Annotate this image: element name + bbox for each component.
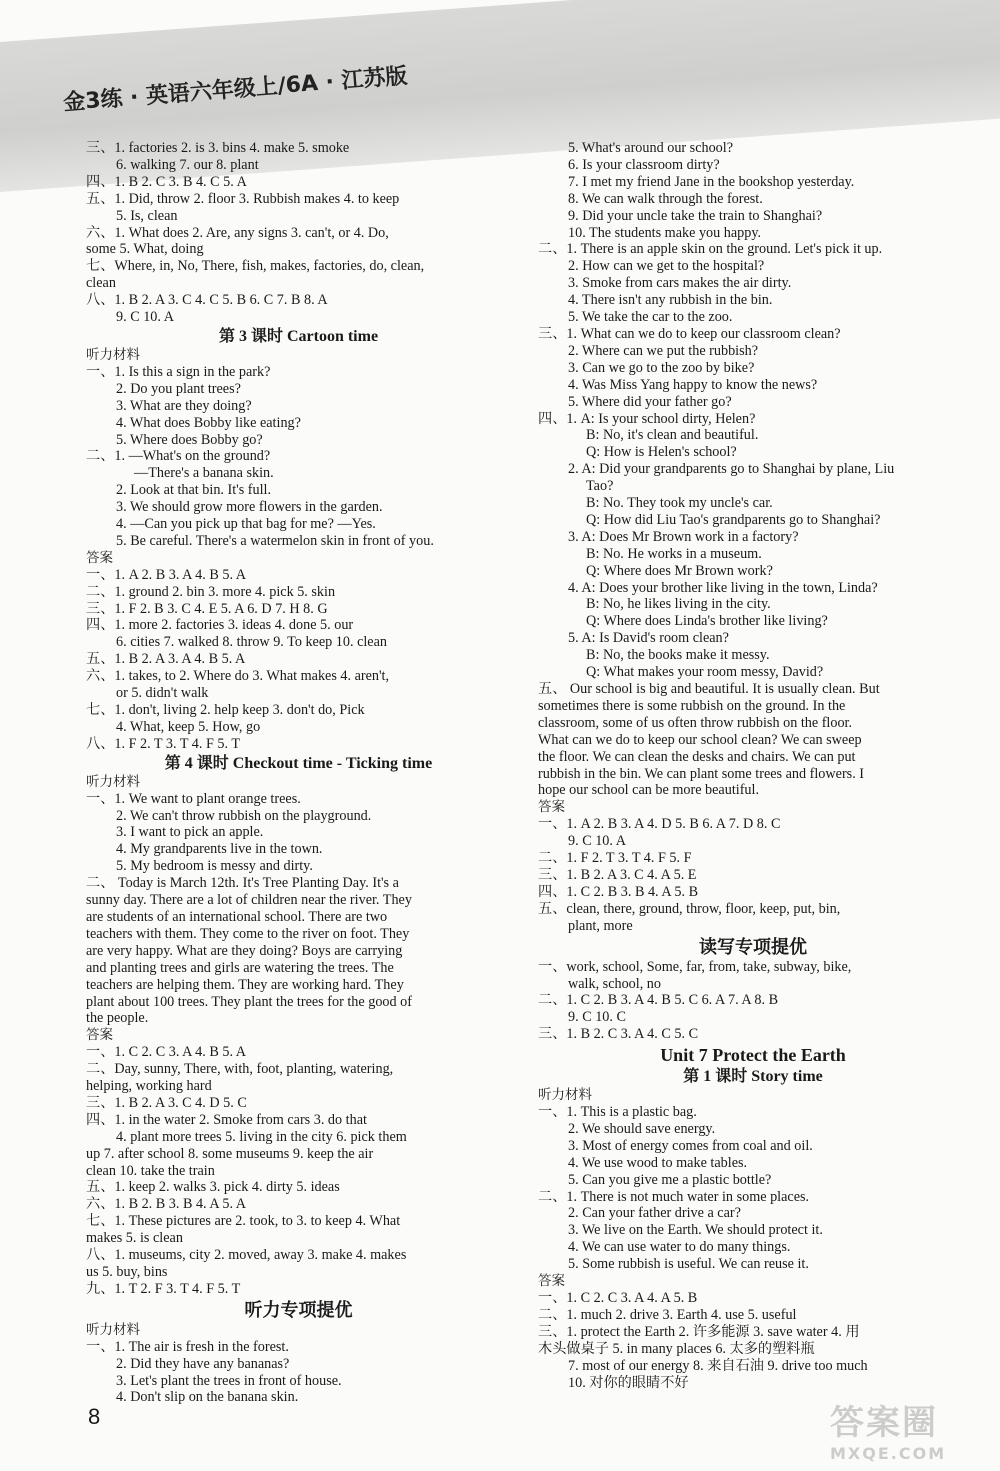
text-line: or 5. didn't walk (116, 685, 209, 702)
watermark-logo (830, 1395, 990, 1465)
text-line: 5. A: Is David's room clean? (568, 630, 729, 647)
text-line: 5. We take the car to the zoo. (568, 309, 733, 326)
text-line: 5. Where does Bobby go? (116, 431, 263, 448)
text-line: 10. 对你的眼睛不好 (568, 1374, 689, 1391)
text-line: Q: Where does Linda's brother like living? (586, 613, 828, 630)
text-line: 2. We can't throw rubbish on the playground. (116, 807, 372, 824)
text-line: 一、1. A 2. B 3. A 4. D 5. B 6. A 7. D 8. C (538, 816, 781, 833)
text-line: 4. —Can you pick up that bag for me? —Yes. (116, 516, 376, 533)
text-line: 3. I want to pick an apple. (116, 824, 264, 841)
text-line: 5. My bedroom is messy and dirty. (116, 858, 313, 875)
text-line: 3. What are they doing? (116, 397, 252, 414)
text-line: 三、1. B 2. C 3. A 4. C 5. C (538, 1026, 699, 1043)
section-heading: 读写专项提优 (699, 936, 807, 957)
text-line: 二、1. C 2. B 3. A 4. B 5. C 6. A 7. A 8. B (538, 992, 779, 1009)
text-line: teachers are helping them. They are working hard. They (86, 976, 404, 993)
text-line: B: No, he likes living in the city. (586, 596, 771, 613)
text-line: 二、1. ground 2. bin 3. more 4. pick 5. skin (86, 583, 336, 600)
text-line: B: No. They took my uncle's car. (586, 495, 773, 512)
text-line: 5. Where did your father go? (568, 393, 732, 410)
text-line: 4. We use wood to make tables. (568, 1154, 748, 1171)
section-heading: 第 4 课时 Checkout time - Ticking time (164, 754, 433, 772)
section-heading: 第 1 课时 Story time (683, 1068, 823, 1086)
text-line: 二、Day, sunny, There, with, foot, planting, watering, (86, 1061, 394, 1078)
text-line: 4. What, keep 5. How, go (116, 718, 261, 735)
text-line: 七、Where, in, No, There, fish, makes, factories, do, clean, (86, 258, 425, 275)
section-label: 听力材料 (86, 773, 140, 790)
text-line: Q: How is Helen's school? (586, 444, 737, 461)
text-line: 五、 Our school is big and beautiful. It is usually clean. But (538, 681, 880, 697)
text-line: 五、1. B 2. A 3. A 4. B 5. A (86, 651, 246, 668)
text-line: 3. We live on the Earth. We should protect it. (568, 1222, 823, 1239)
text-line: 六、1. B 2. B 3. B 4. A 5. A (86, 1196, 247, 1213)
text-line: 三、1. B 2. A 3. C 4. A 5. E (538, 866, 697, 883)
text-line: 5. Is, clean (116, 207, 178, 224)
section-label: 听力材料 (86, 1321, 140, 1338)
text-line: helping, working hard (86, 1078, 212, 1095)
text-line: 3. Can we go to the zoo by bike? (568, 359, 755, 376)
text-line: 9. C 10. A (568, 833, 626, 850)
text-line: 7. I met my friend Jane in the bookshop yesterday. (568, 173, 855, 190)
text-line: 3. Let's plant the trees in front of house. (116, 1372, 342, 1389)
text-line: sometimes there is some rubbish on the ground. In the (538, 697, 846, 714)
text-line: 7. most of our energy 8. 来自石油 9. drive too much (568, 1357, 868, 1374)
text-line: clean (86, 275, 116, 292)
text-line: Q: What makes your room messy, David? (586, 664, 824, 681)
text-line: and planting trees and girls are watering the trees. The (86, 959, 394, 976)
text-line: are students of an international school. There are two (86, 908, 388, 925)
text-line: What can we do to keep our school clean? We can sweep (538, 731, 862, 748)
text-line: 3. A: Does Mr Brown work in a factory? (568, 528, 799, 545)
text-line: 2. Do you plant trees? (116, 380, 241, 397)
text-line: 3. Smoke from cars makes the air dirty. (568, 275, 792, 292)
text-line: B: No, the books make it messy. (586, 647, 770, 664)
right-column (538, 140, 968, 1391)
text-line: 2. A: Did your grandparents go to Shanghai by plane, Liu (568, 461, 895, 478)
section-label: 答案 (538, 1273, 565, 1290)
text-line: 二、1. There is not much water in some places. (538, 1188, 810, 1205)
text-line: 4. There isn't any rubbish in the bin. (568, 292, 773, 309)
section-label: 答案 (86, 1027, 113, 1044)
text-line: 4. What does Bobby like eating? (116, 414, 301, 431)
text-line: 六、1. takes, to 2. Where do 3. What makes 4. aren't, (86, 668, 390, 685)
left-column (86, 140, 511, 1406)
text-line: 8. We can walk through the forest. (568, 190, 763, 207)
text-line: B: No, it's clean and beautiful. (586, 427, 759, 444)
text-line: clean 10. take the train (86, 1162, 215, 1179)
section-label: 答案 (86, 549, 113, 566)
text-line: 一、1. We want to plant orange trees. (86, 790, 301, 807)
text-line: 四、1. C 2. B 3. B 4. A 5. B (538, 883, 699, 900)
text-line: 10. The students make you happy. (568, 224, 762, 241)
text-line: 一、1. A 2. B 3. A 4. B 5. A (86, 566, 247, 583)
text-line: 6. Is your classroom dirty? (568, 156, 720, 173)
text-line: Tao? (586, 478, 614, 495)
text-line: 四、1. B 2. C 3. B 4. C 5. A (86, 173, 247, 190)
text-line: plant about 100 trees. They plant the trees for the good of (86, 993, 412, 1010)
text-line: 五、1. keep 2. walks 3. pick 4. dirty 5. ideas (86, 1179, 340, 1196)
text-line: 一、1. Is this a sign in the park? (86, 363, 271, 380)
text-line: 九、1. T 2. F 3. T 4. F 5. T (86, 1280, 241, 1297)
header-title: 金3练 · 英语六年级上/6A · 江苏版 (62, 63, 409, 116)
text-line: 一、1. C 2. C 3. A 4. A 5. B (538, 1290, 698, 1306)
text-line: 一、1. The air is fresh in the forest. (86, 1338, 289, 1355)
text-line: 二、1. There is an apple skin on the ground. Let's pick it up. (538, 241, 883, 258)
text-line: 4. Was Miss Yang happy to know the news? (568, 376, 818, 393)
watermark-subtext: MXQE.COM (830, 1444, 947, 1463)
text-line: Q: Where does Mr Brown work? (586, 562, 773, 579)
text-line: 4. plant more trees 5. living in the city 6. pick them (116, 1128, 407, 1145)
text-line: 四、1. in the water 2. Smoke from cars 3. do that (86, 1111, 367, 1128)
text-line: 七、1. don't, living 2. help keep 3. don't do, Pick (86, 702, 365, 718)
text-line: 一、1. C 2. C 3. A 4. B 5. A (86, 1044, 247, 1061)
text-line: 4. We can use water to do many things. (568, 1239, 791, 1256)
text-line: 4. Don't slip on the banana skin. (116, 1389, 299, 1406)
page-number: 8 (88, 1404, 101, 1429)
text-line: us 5. buy, bins (86, 1264, 168, 1280)
text-line: up 7. after school 8. some museums 9. keep the air (86, 1145, 374, 1162)
text-line: 2. How can we get to the hospital? (568, 258, 765, 275)
section-label: 听力材料 (86, 346, 140, 363)
text-line: 一、1. This is a plastic bag. (538, 1104, 697, 1121)
text-line: 八、1. F 2. T 3. T 4. F 5. T (86, 735, 240, 752)
text-line: 2. Can your father drive a car? (568, 1205, 741, 1222)
text-line: 六、1. What does 2. Are, any signs 3. can't, or 4. Do, (86, 224, 389, 241)
text-line: 4. A: Does your brother like living in the town, Linda? (568, 579, 878, 596)
text-line: rubbish in the bin. We can plant some trees and flowers. I (538, 765, 865, 782)
section-heading: 听力专项提优 (244, 1299, 353, 1320)
text-line: 2. Where can we put the rubbish? (568, 342, 759, 359)
text-line: teachers with them. They come to the river on foot. They (86, 925, 410, 942)
text-line: 三、1. What can we do to keep our classroom clean? (538, 325, 841, 342)
text-line: 一、work, school, Some, far, from, take, subway, bike, (538, 958, 852, 975)
text-line: 6. walking 7. our 8. plant (116, 156, 259, 173)
text-line: 4. My grandparents live in the town. (116, 841, 323, 858)
watermark-text: 答案圈 (830, 1403, 938, 1443)
text-line: 三、1. B 2. A 3. C 4. D 5. C (86, 1094, 247, 1111)
text-line: 八、1. museums, city 2. moved, away 3. make 4. makes (86, 1247, 407, 1264)
text-line: 二、1. —What's on the ground? (86, 448, 271, 465)
text-line: classroom, some of us often throw rubbish on the floor. (538, 714, 853, 731)
text-line: 四、1. A: Is your school dirty, Helen? (538, 410, 756, 427)
text-line: 5. What's around our school? (568, 140, 734, 156)
text-line: 2. Look at that bin. It's full. (116, 482, 272, 499)
text-line: the people. (86, 1010, 149, 1027)
text-line: 9. Did your uncle take the train to Shanghai? (568, 207, 823, 224)
text-line: 八、1. B 2. A 3. C 4. C 5. B 6. C 7. B 8. A (86, 292, 328, 309)
text-line: the floor. We can clean the desks and chairs. We can put (538, 748, 856, 765)
text-line: 二、1. much 2. drive 3. Earth 4. use 5. useful (538, 1306, 797, 1323)
text-line: walk, school, no (568, 975, 661, 992)
text-line: 三、1. F 2. B 3. C 4. E 5. A 6. D 7. H 8. G (86, 600, 328, 617)
text-line: makes 5. is clean (86, 1230, 183, 1247)
text-line: 木头做桌子 5. in many places 6. 太多的塑料瓶 (538, 1340, 815, 1357)
text-line: 五、1. Did, throw 2. floor 3. Rubbish makes 4. to keep (86, 190, 400, 207)
text-line: 七、1. These pictures are 2. took, to 3. to keep 4. What (86, 1213, 401, 1230)
text-line: 5. Some rubbish is useful. We can reuse it. (568, 1256, 809, 1273)
text-line: 2. We should save energy. (568, 1120, 716, 1137)
text-line: 3. Most of energy comes from coal and oil. (568, 1137, 813, 1154)
section-label: 答案 (538, 799, 565, 816)
text-line: 二、 Today is March 12th. It's Tree Planting Day. It's a (86, 875, 399, 892)
text-line: some 5. What, doing (86, 241, 204, 258)
text-line: 五、clean, there, ground, throw, floor, keep, put, bin, (538, 900, 841, 917)
text-line: sunny day. There are a lot of children near the river. They (86, 892, 412, 909)
text-line: 3. We should grow more flowers in the garden. (116, 499, 383, 516)
text-line: —There's a banana skin. (134, 465, 274, 482)
text-line: 2. Did they have any bananas? (116, 1355, 290, 1372)
text-line: 6. cities 7. walked 8. throw 9. To keep 10. clean (116, 634, 387, 651)
text-line: 9. C 10. C (568, 1009, 626, 1026)
text-line: Q: How did Liu Tao's grandparents go to Shanghai? (586, 511, 881, 528)
text-line: 5. Can you give me a plastic bottle? (568, 1171, 772, 1188)
text-line: 三、1. protect the Earth 2. 许多能源 3. save water 4. 用 (538, 1323, 860, 1340)
section-heading: Unit 7 Protect the Earth (660, 1045, 846, 1066)
text-line: 9. C 10. A (116, 309, 174, 326)
text-line: are very happy. What are they doing? Boys are carrying (86, 942, 403, 959)
text-line: plant, more (568, 917, 633, 934)
text-line: 三、1. factories 2. is 3. bins 4. make 5. smoke (86, 140, 350, 156)
section-label: 听力材料 (538, 1087, 592, 1104)
text-line: 四、1. more 2. factories 3. ideas 4. done 5. our (86, 617, 354, 634)
text-line: 5. Be careful. There's a watermelon skin in front of you. (116, 532, 434, 549)
section-heading: 第 3 课时 Cartoon time (218, 327, 379, 345)
text-line: B: No. He works in a museum. (586, 545, 762, 562)
text-line: 二、1. F 2. T 3. T 4. F 5. F (538, 850, 692, 867)
text-line: hope our school can be more beautiful. (538, 782, 760, 799)
